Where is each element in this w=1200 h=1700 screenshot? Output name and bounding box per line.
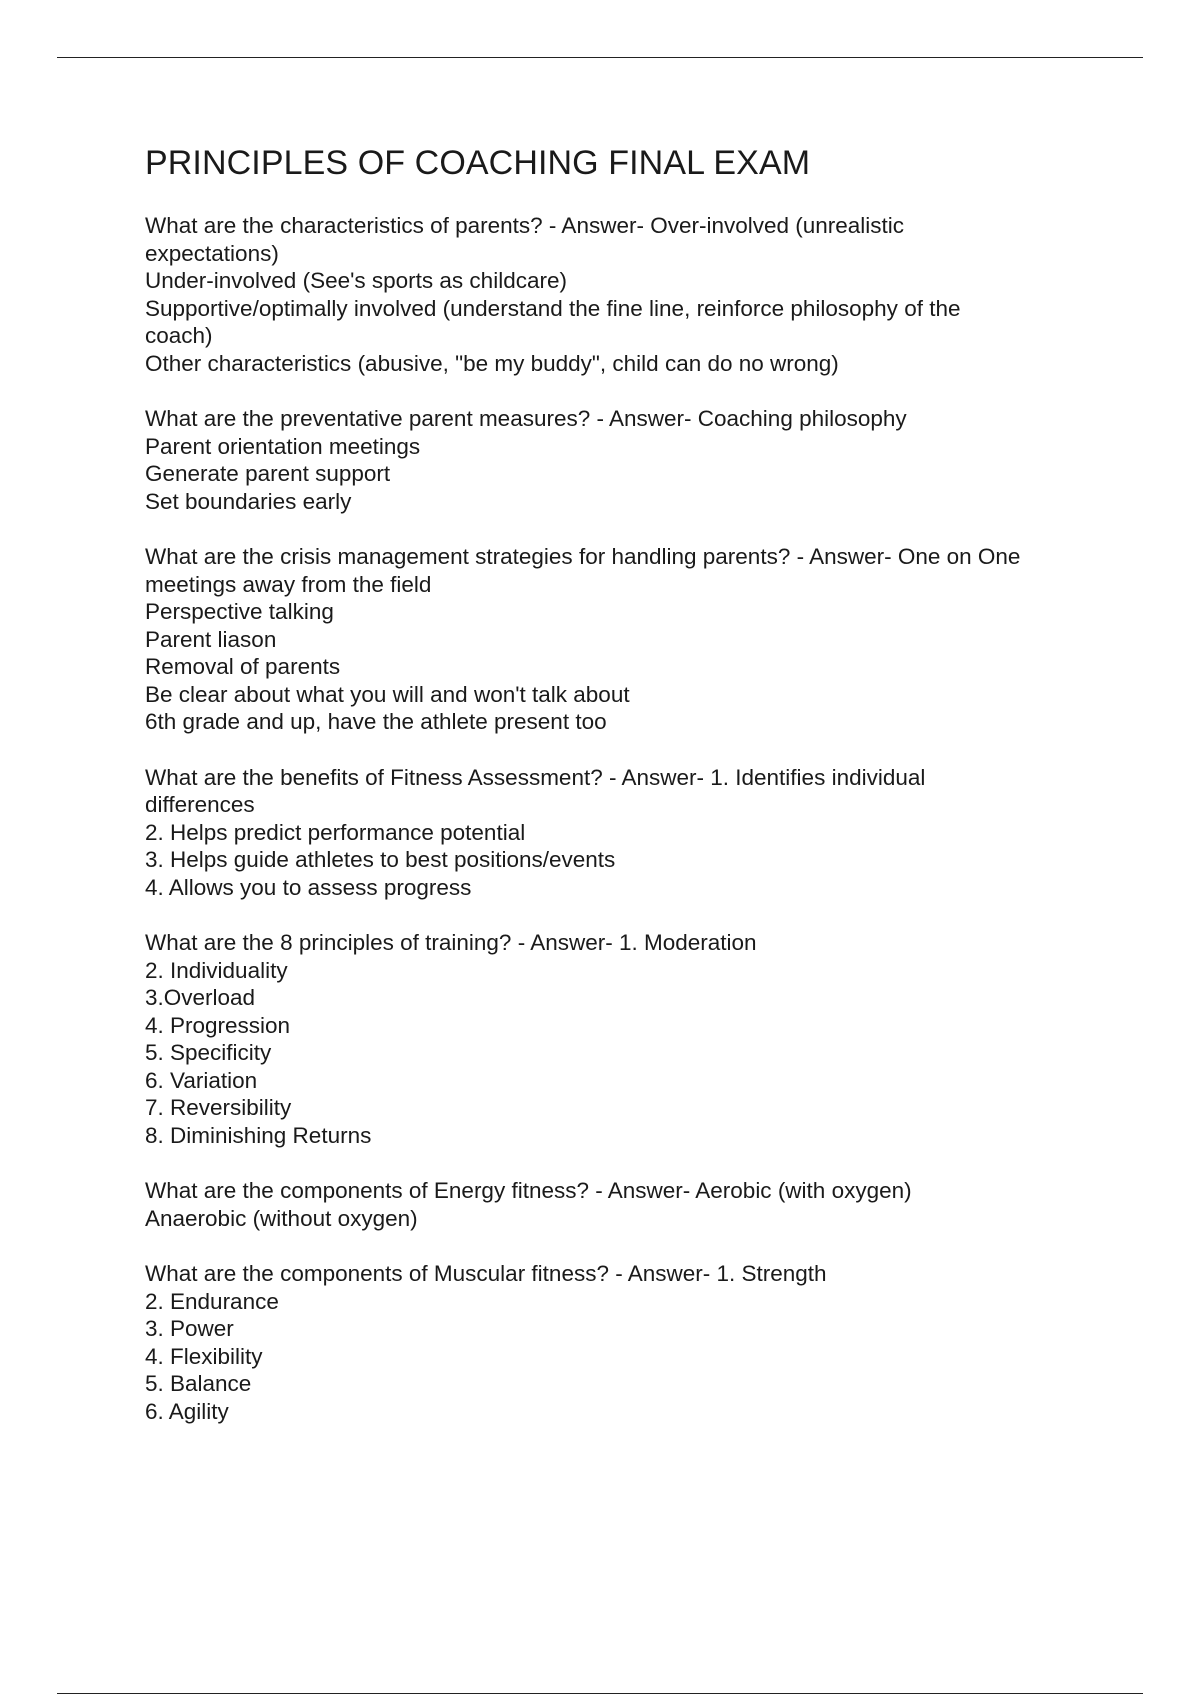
- answer-line: 4. Flexibility: [145, 1343, 263, 1369]
- qa-block: [145, 543, 1095, 736]
- answer-line: 5. Balance: [145, 1371, 252, 1396]
- question-line: What are the components of Muscular fitness? - Answer- 1. Strength: [145, 1261, 827, 1286]
- answer-line: Removal of parents: [145, 654, 341, 679]
- question-line: What are the components of Energy fitness? - Answer- Aerobic (with oxygen): [145, 1178, 912, 1203]
- answer-line: 4. Allows you to assess progress: [145, 874, 472, 900]
- page-content: [145, 140, 1095, 1453]
- answer-line: differences: [145, 792, 255, 817]
- qa-block: [145, 212, 1095, 377]
- question-line: What are the crisis management strategies for handling parents? - Answer- One on One: [145, 544, 1021, 569]
- qa-block: [145, 764, 1095, 902]
- answer-line: Other characteristics (abusive, "be my buddy", child can do no wrong): [145, 350, 839, 376]
- answer-line: 4. Progression: [145, 1012, 291, 1038]
- answer-line: 3. Power: [145, 1316, 234, 1341]
- answer-line: 3. Helps guide athletes to best positions/events: [145, 847, 616, 872]
- bottom-divider: [57, 1693, 1143, 1694]
- answer-line: coach): [145, 323, 213, 348]
- answer-line: Anaerobic (without oxygen): [145, 1205, 418, 1231]
- answer-line: Parent orientation meetings: [145, 433, 421, 459]
- answer-line: meetings away from the field: [145, 571, 432, 597]
- qa-block: [145, 1260, 1095, 1425]
- answer-line: Under-involved (See's sports as childcare): [145, 268, 567, 293]
- answer-line: Supportive/optimally involved (understand the fine line, reinforce philosophy of the: [145, 295, 961, 321]
- question-line: What are the 8 principles of training? - Answer- 1. Moderation: [145, 930, 757, 955]
- qa-block: [145, 929, 1095, 1149]
- answer-line: 6th grade and up, have the athlete present too: [145, 709, 607, 734]
- qa-block: [145, 405, 1095, 515]
- answer-line: expectations): [145, 240, 279, 266]
- answer-line: 3.Overload: [145, 985, 256, 1010]
- answer-line: Set boundaries early: [145, 488, 352, 514]
- answer-line: Perspective talking: [145, 599, 334, 624]
- question-line: What are the preventative parent measures? - Answer- Coaching philosophy: [145, 406, 907, 431]
- answer-line: 2. Endurance: [145, 1288, 279, 1314]
- answer-line: Be clear about what you will and won't talk about: [145, 681, 630, 707]
- answer-line: 6. Agility: [145, 1398, 229, 1424]
- answer-line: 6. Variation: [145, 1067, 258, 1093]
- answer-line: 5. Specificity: [145, 1040, 272, 1065]
- answer-line: Generate parent support: [145, 461, 391, 486]
- qa-list: [145, 212, 1095, 1425]
- qa-block: [145, 1177, 1095, 1232]
- page-title: PRINCIPLES OF COACHING FINAL EXAM: [145, 144, 811, 182]
- top-divider: [57, 57, 1143, 58]
- answer-line: 2. Individuality: [145, 957, 288, 983]
- question-line: What are the characteristics of parents? - Answer- Over-involved (unrealistic: [145, 213, 905, 238]
- answer-line: 8. Diminishing Returns: [145, 1122, 372, 1148]
- answer-line: 7. Reversibility: [145, 1095, 292, 1120]
- question-line: What are the benefits of Fitness Assessment? - Answer- 1. Identifies individual: [145, 764, 926, 790]
- answer-line: 2. Helps predict performance potential: [145, 819, 526, 845]
- answer-line: Parent liason: [145, 626, 277, 652]
